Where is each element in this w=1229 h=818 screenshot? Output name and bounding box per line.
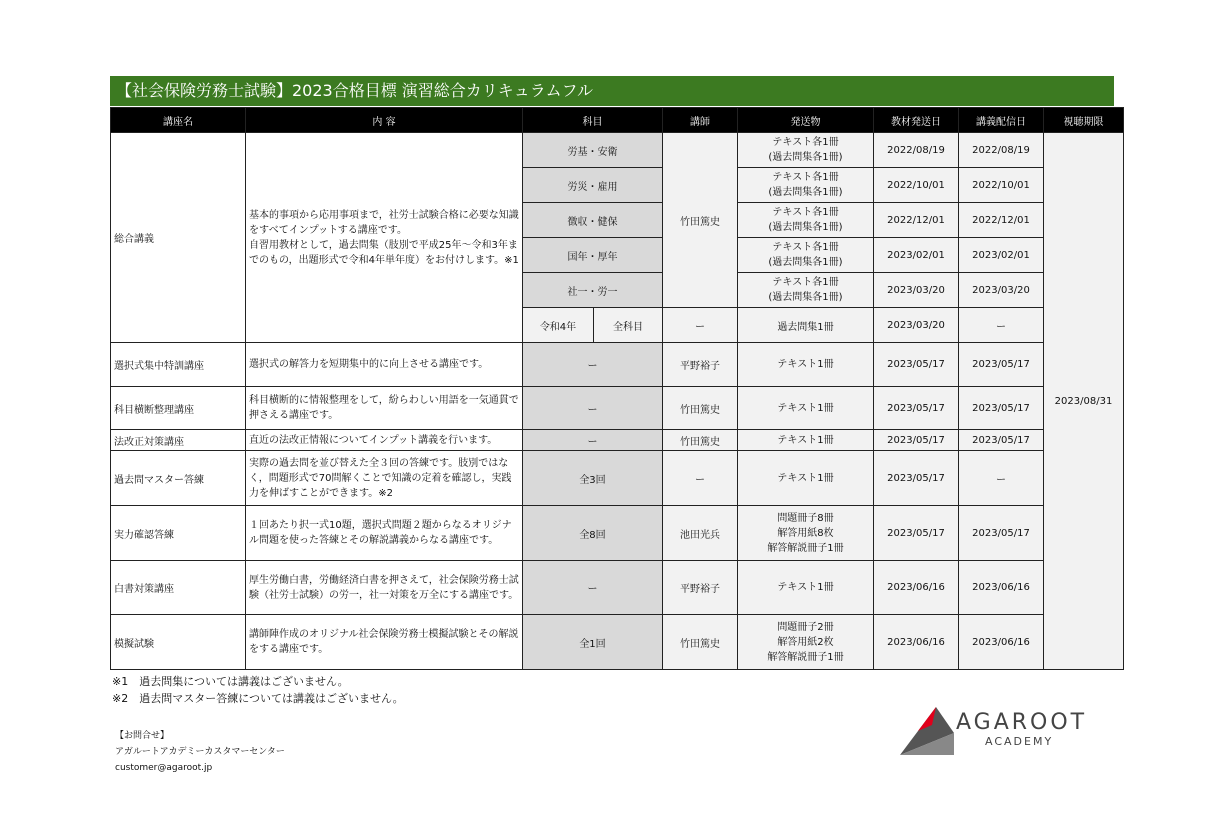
course-content: 基本的事項から応用事項まで，社労士試験合格に必要な知識をすべてインプットする講座です。 自習用教材として，過去問集（肢別で平成25年～令和3年までのもの，出題形式で令和4年単年度）をお付けします。※1 <box>246 133 523 343</box>
footnote-2: ※2 過去問マスター答練については講義はございません。 <box>112 692 404 705</box>
footnote-1: ※1 過去問集については講義はございません。 <box>112 675 349 688</box>
course-name: 法改正対策講座 <box>111 430 246 451</box>
course-content: 科目横断的に情報整理をして，紛らわしい用語を一気通貫で押さえる講座です。 <box>246 387 523 430</box>
logo-sub: ACADEMY <box>985 735 1054 748</box>
ship-date-cell: 2023/05/17 <box>874 387 959 430</box>
header-deadline: 視聴期限 <box>1044 108 1124 133</box>
lecture-date-cell: ー <box>959 308 1044 343</box>
teacher-cell: 竹田篤史 <box>663 387 738 430</box>
header-course: 講座名 <box>111 108 246 133</box>
course-content: 厚生労働白書，労働経済白書を押さえて，社会保険労務士試験（社労士試験）の労一，社一対策を万全にする講座です。 <box>246 561 523 615</box>
teacher-cell: 竹田篤史 <box>663 133 738 308</box>
subject-cell: 全3回 <box>523 451 663 506</box>
lecture-date-cell: 2023/05/17 <box>959 430 1044 451</box>
subject-cell: 労災・雇用 <box>523 168 663 203</box>
page-title: 【社会保険労務士試験】2023合格目標 演習総合カリキュラムフル <box>110 76 1114 106</box>
shipment-cell: 過去問集1冊 <box>738 308 874 343</box>
table-row <box>111 506 1124 561</box>
teacher-cell: ー <box>663 308 738 343</box>
header-lecture-date: 講義配信日 <box>959 108 1044 133</box>
ship-date-cell: 2023/05/17 <box>874 506 959 561</box>
lecture-date-cell: 2023/02/01 <box>959 238 1044 273</box>
curriculum-table <box>110 107 1124 670</box>
course-content: 選択式の解答力を短期集中的に向上させる講座です。 <box>246 343 523 387</box>
shipment-cell: テキスト各1冊 (過去問集各1冊) <box>738 238 874 273</box>
footnotes <box>112 673 404 707</box>
shipment-cell: テキスト各1冊 (過去問集各1冊) <box>738 133 874 168</box>
contact-email[interactable]: customer@agaroot.jp <box>115 763 213 773</box>
subject-year-cell: 令和4年 <box>523 308 594 343</box>
table-row <box>111 343 1124 387</box>
teacher-cell: 平野裕子 <box>663 561 738 615</box>
teacher-cell: 竹田篤史 <box>663 430 738 451</box>
shipment-cell: テキスト各1冊 (過去問集各1冊) <box>738 273 874 308</box>
shipment-cell: テキスト1冊 <box>738 387 874 430</box>
course-name: 過去問マスター答練 <box>111 451 246 506</box>
ship-date-cell: 2023/06/16 <box>874 615 959 670</box>
ship-date-cell: 2023/05/17 <box>874 343 959 387</box>
course-name: 模擬試験 <box>111 615 246 670</box>
table-row <box>111 133 1124 168</box>
table-row <box>111 451 1124 506</box>
ship-date-cell: 2023/05/17 <box>874 451 959 506</box>
ship-date-cell: 2023/06/16 <box>874 561 959 615</box>
subject-cell: ー <box>523 343 663 387</box>
shipment-cell: テキスト各1冊 (過去問集各1冊) <box>738 203 874 238</box>
header-content: 内 容 <box>246 108 523 133</box>
course-name: 総合講義 <box>111 133 246 343</box>
header-shipment: 発送物 <box>738 108 874 133</box>
lecture-date-cell: 2023/03/20 <box>959 273 1044 308</box>
teacher-cell: 平野裕子 <box>663 343 738 387</box>
contact-heading: 【お問合せ】 <box>115 731 170 741</box>
course-content: 直近の法改正情報についてインプット講義を行います。 <box>246 430 523 451</box>
subject-cell: 国年・厚年 <box>523 238 663 273</box>
subject-cell: 労基・安衛 <box>523 133 663 168</box>
deadline-cell: 2023/08/31 <box>1044 133 1124 670</box>
shipment-cell: 問題冊子2冊 解答用紙2枚 解答解説冊子1冊 <box>738 615 874 670</box>
subject-cell: 徴収・健保 <box>523 203 663 238</box>
header-subject: 科目 <box>523 108 663 133</box>
course-content: 講師陣作成のオリジナル社会保険労務士模擬試験とその解説をする講座です。 <box>246 615 523 670</box>
table-row <box>111 430 1124 451</box>
lecture-date-cell: 2023/05/17 <box>959 506 1044 561</box>
lecture-date-cell: 2022/08/19 <box>959 133 1044 168</box>
course-name: 選択式集中特訓講座 <box>111 343 246 387</box>
header-row <box>111 108 1124 133</box>
course-name: 実力確認答練 <box>111 506 246 561</box>
lecture-date-cell: 2023/06/16 <box>959 561 1044 615</box>
course-name: 科目横断整理講座 <box>111 387 246 430</box>
lecture-date-cell: ー <box>959 451 1044 506</box>
subject-cell: ー <box>523 430 663 451</box>
lecture-date-cell: 2023/06/16 <box>959 615 1044 670</box>
teacher-cell: 池田光兵 <box>663 506 738 561</box>
contact-name: アガルートアカデミーカスタマーセンター <box>115 747 285 757</box>
table-row <box>111 387 1124 430</box>
subject-cell: ー <box>523 561 663 615</box>
course-content: １回あたり択一式10題，選択式問題２題からなるオリジナル問題を使った答練とその解説講義からなる講座です。 <box>246 506 523 561</box>
contact-block <box>115 728 285 776</box>
shipment-cell: テキスト1冊 <box>738 430 874 451</box>
subject-cell: 全8回 <box>523 506 663 561</box>
ship-date-cell: 2022/08/19 <box>874 133 959 168</box>
ship-date-cell: 2023/03/20 <box>874 273 959 308</box>
ship-date-cell: 2022/10/01 <box>874 168 959 203</box>
ship-date-cell: 2023/05/17 <box>874 430 959 451</box>
table-row <box>111 561 1124 615</box>
header-teacher: 講師 <box>663 108 738 133</box>
subject-cell: ー <box>523 387 663 430</box>
lecture-date-cell: 2022/12/01 <box>959 203 1044 238</box>
ship-date-cell: 2023/02/01 <box>874 238 959 273</box>
shipment-cell: テキスト1冊 <box>738 451 874 506</box>
lecture-date-cell: 2023/05/17 <box>959 387 1044 430</box>
shipment-cell: テキスト1冊 <box>738 561 874 615</box>
lecture-date-cell: 2023/05/17 <box>959 343 1044 387</box>
subject-cell: 社一・労一 <box>523 273 663 308</box>
subject-cell: 全科目 <box>594 308 663 343</box>
ship-date-cell: 2023/03/20 <box>874 308 959 343</box>
course-name: 白書対策講座 <box>111 561 246 615</box>
shipment-cell: 問題冊子8冊 解答用紙8枚 解答解説冊子1冊 <box>738 506 874 561</box>
subject-cell: 全1回 <box>523 615 663 670</box>
logo-word: AGAROOT <box>956 710 1088 735</box>
shipment-cell: テキスト各1冊 (過去問集各1冊) <box>738 168 874 203</box>
header-ship-date: 教材発送日 <box>874 108 959 133</box>
teacher-cell: ー <box>663 451 738 506</box>
teacher-cell: 竹田篤史 <box>663 615 738 670</box>
lecture-date-cell: 2022/10/01 <box>959 168 1044 203</box>
table-row <box>111 615 1124 670</box>
ship-date-cell: 2022/12/01 <box>874 203 959 238</box>
shipment-cell: テキスト1冊 <box>738 343 874 387</box>
course-content: 実際の過去問を並び替えた全３回の答練です。肢別ではなく，問題形式で70問解くことで知識の定着を確認し，実践力を伸ばすことができます。※2 <box>246 451 523 506</box>
